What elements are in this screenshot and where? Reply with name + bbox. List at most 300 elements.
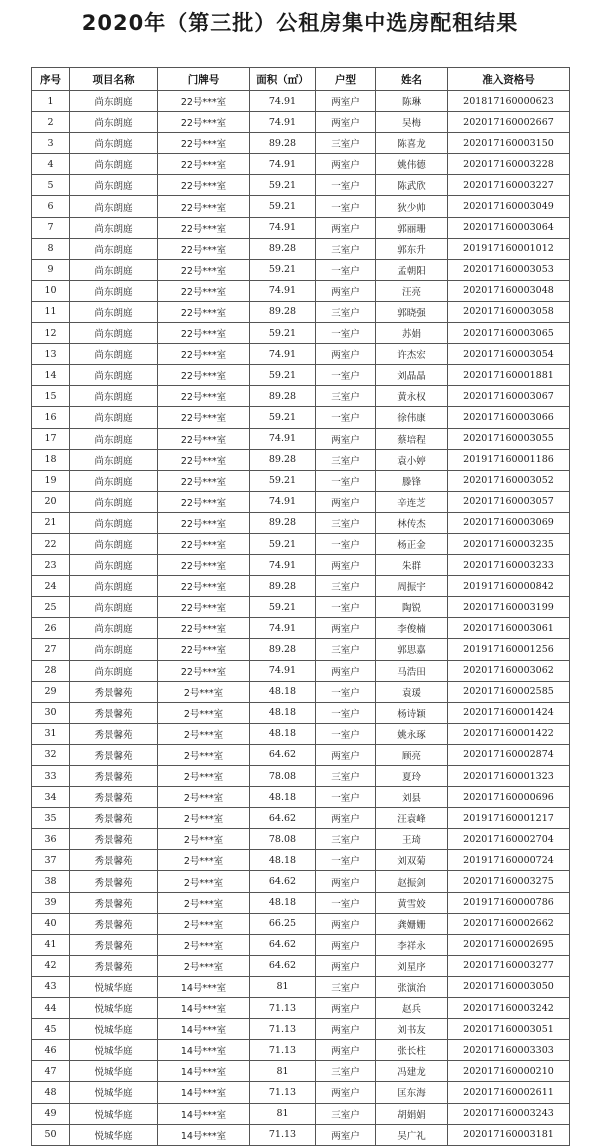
unit-number-cell: 22号***室 [158,259,250,280]
qualification-number-cell: 201917160001186 [448,449,570,470]
area-cell: 74.91 [250,660,316,681]
area-cell: 48.18 [250,702,316,723]
name-cell: 黄永权 [376,386,448,407]
header-qualification-number: 准入资格号 [448,68,570,91]
name-cell: 林传杰 [376,512,448,533]
unit-type-cell: 两室户 [316,998,376,1019]
serial-number-cell: 16 [32,407,70,428]
unit-number-cell: 22号***室 [158,365,250,386]
table-row [32,512,570,533]
serial-number-cell: 29 [32,681,70,702]
unit-number-cell: 22号***室 [158,238,250,259]
area-cell: 59.21 [250,470,316,491]
serial-number-cell: 4 [32,154,70,175]
qualification-number-cell: 202017160001422 [448,723,570,744]
area-cell: 89.28 [250,238,316,259]
project-name-cell: 尚东朗庭 [70,660,158,681]
unit-type-cell: 三室户 [316,512,376,533]
area-cell: 59.21 [250,533,316,554]
table-row [32,744,570,765]
area-cell: 74.91 [250,428,316,449]
qualification-number-cell: 202017160003069 [448,512,570,533]
serial-number-cell: 33 [32,766,70,787]
name-cell: 龚姗姗 [376,913,448,934]
table-row [32,175,570,196]
qualification-number-cell: 202017160003052 [448,470,570,491]
name-cell: 滕锋 [376,470,448,491]
table-row [32,449,570,470]
qualification-number-cell: 202017160003051 [448,1019,570,1040]
unit-number-cell: 2号***室 [158,850,250,871]
unit-number-cell: 22号***室 [158,175,250,196]
serial-number-cell: 5 [32,175,70,196]
area-cell: 89.28 [250,449,316,470]
unit-number-cell: 22号***室 [158,280,250,301]
serial-number-cell: 11 [32,301,70,322]
area-cell: 89.28 [250,639,316,660]
name-cell: 袁小婷 [376,449,448,470]
unit-type-cell: 一室户 [316,850,376,871]
qualification-number-cell: 202017160003054 [448,344,570,365]
area-cell: 71.13 [250,998,316,1019]
name-cell: 许杰宏 [376,344,448,365]
table-row [32,955,570,976]
table-row [32,280,570,301]
unit-number-cell: 14号***室 [158,976,250,997]
name-cell: 姚永琢 [376,723,448,744]
unit-type-cell: 一室户 [316,259,376,280]
unit-number-cell: 22号***室 [158,618,250,639]
unit-number-cell: 2号***室 [158,808,250,829]
unit-type-cell: 三室户 [316,829,376,850]
unit-type-cell: 一室户 [316,702,376,723]
project-name-cell: 尚东朗庭 [70,217,158,238]
serial-number-cell: 24 [32,576,70,597]
project-name-cell: 尚东朗庭 [70,365,158,386]
unit-number-cell: 22号***室 [158,597,250,618]
table-row [32,428,570,449]
header-area: 面积（㎡） [250,68,316,91]
qualification-number-cell: 202017160003150 [448,133,570,154]
area-cell: 59.21 [250,407,316,428]
qualification-number-cell: 202017160002662 [448,913,570,934]
unit-number-cell: 22号***室 [158,576,250,597]
area-cell: 64.62 [250,934,316,955]
area-cell: 74.91 [250,280,316,301]
project-name-cell: 尚东朗庭 [70,449,158,470]
serial-number-cell: 2 [32,112,70,133]
area-cell: 74.91 [250,618,316,639]
unit-number-cell: 14号***室 [158,1082,250,1103]
table-row [32,1040,570,1061]
table-row [32,196,570,217]
unit-type-cell: 一室户 [316,597,376,618]
serial-number-cell: 22 [32,533,70,554]
unit-type-cell: 两室户 [316,934,376,955]
name-cell: 周振宇 [376,576,448,597]
name-cell: 刘书友 [376,1019,448,1040]
qualification-number-cell: 201817160000623 [448,91,570,112]
qualification-number-cell: 202017160003303 [448,1040,570,1061]
name-cell: 郭晓强 [376,301,448,322]
area-cell: 89.28 [250,512,316,533]
area-cell: 89.28 [250,386,316,407]
unit-type-cell: 三室户 [316,301,376,322]
name-cell: 孟朝阳 [376,259,448,280]
unit-number-cell: 14号***室 [158,1061,250,1082]
project-name-cell: 尚东朗庭 [70,175,158,196]
project-name-cell: 悦城华庭 [70,1103,158,1124]
area-cell: 48.18 [250,850,316,871]
unit-type-cell: 一室户 [316,323,376,344]
qualification-number-cell: 202017160003181 [448,1124,570,1145]
qualification-number-cell: 202017160003242 [448,998,570,1019]
area-cell: 66.25 [250,913,316,934]
serial-number-cell: 47 [32,1061,70,1082]
name-cell: 徐伟康 [376,407,448,428]
project-name-cell: 悦城华庭 [70,1124,158,1145]
name-cell: 狄少帅 [376,196,448,217]
unit-number-cell: 22号***室 [158,323,250,344]
serial-number-cell: 38 [32,871,70,892]
area-cell: 81 [250,976,316,997]
serial-number-cell: 3 [32,133,70,154]
serial-number-cell: 6 [32,196,70,217]
project-name-cell: 尚东朗庭 [70,576,158,597]
unit-type-cell: 一室户 [316,533,376,554]
table-body [32,91,570,1146]
area-cell: 64.62 [250,871,316,892]
project-name-cell: 秀景馨苑 [70,702,158,723]
area-cell: 48.18 [250,723,316,744]
qualification-number-cell: 202017160002704 [448,829,570,850]
table-row [32,681,570,702]
table-row [32,913,570,934]
name-cell: 马浩田 [376,660,448,681]
project-name-cell: 尚东朗庭 [70,91,158,112]
table-header-row [32,68,570,91]
project-name-cell: 尚东朗庭 [70,238,158,259]
unit-type-cell: 三室户 [316,639,376,660]
area-cell: 74.91 [250,491,316,512]
project-name-cell: 秀景馨苑 [70,787,158,808]
name-cell: 汪亮 [376,280,448,301]
unit-type-cell: 三室户 [316,238,376,259]
serial-number-cell: 32 [32,744,70,765]
area-cell: 71.13 [250,1040,316,1061]
area-cell: 48.18 [250,892,316,913]
qualification-number-cell: 202017160003048 [448,280,570,301]
name-cell: 张演治 [376,976,448,997]
qualification-number-cell: 202017160000696 [448,787,570,808]
serial-number-cell: 42 [32,955,70,976]
serial-number-cell: 37 [32,850,70,871]
qualification-number-cell: 202017160003199 [448,597,570,618]
unit-number-cell: 22号***室 [158,555,250,576]
serial-number-cell: 19 [32,470,70,491]
unit-number-cell: 22号***室 [158,533,250,554]
name-cell: 匡东海 [376,1082,448,1103]
area-cell: 74.91 [250,344,316,365]
table-row [32,555,570,576]
qualification-number-cell: 201917160001256 [448,639,570,660]
area-cell: 81 [250,1061,316,1082]
name-cell: 姚伟德 [376,154,448,175]
area-cell: 74.91 [250,112,316,133]
area-cell: 71.13 [250,1019,316,1040]
table-row [32,344,570,365]
project-name-cell: 秀景馨苑 [70,871,158,892]
name-cell: 郭思嘉 [376,639,448,660]
name-cell: 胡娟娟 [376,1103,448,1124]
project-name-cell: 秀景馨苑 [70,829,158,850]
qualification-number-cell: 202017160003066 [448,407,570,428]
project-name-cell: 尚东朗庭 [70,386,158,407]
unit-type-cell: 两室户 [316,491,376,512]
name-cell: 陈琳 [376,91,448,112]
table-row [32,323,570,344]
project-name-cell: 尚东朗庭 [70,491,158,512]
table-row [32,576,570,597]
unit-type-cell: 两室户 [316,1040,376,1061]
table-row [32,91,570,112]
unit-type-cell: 两室户 [316,344,376,365]
name-cell: 陶锐 [376,597,448,618]
unit-number-cell: 2号***室 [158,723,250,744]
unit-type-cell: 三室户 [316,1061,376,1082]
project-name-cell: 悦城华庭 [70,1040,158,1061]
name-cell: 汪袁峰 [376,808,448,829]
table-row [32,1082,570,1103]
project-name-cell: 秀景馨苑 [70,681,158,702]
project-name-cell: 尚东朗庭 [70,597,158,618]
project-name-cell: 悦城华庭 [70,1019,158,1040]
name-cell: 陈喜龙 [376,133,448,154]
serial-number-cell: 1 [32,91,70,112]
project-name-cell: 尚东朗庭 [70,512,158,533]
unit-number-cell: 14号***室 [158,1124,250,1145]
project-name-cell: 尚东朗庭 [70,280,158,301]
project-name-cell: 悦城华庭 [70,976,158,997]
table-row [32,829,570,850]
area-cell: 89.28 [250,133,316,154]
project-name-cell: 尚东朗庭 [70,555,158,576]
qualification-number-cell: 202017160000210 [448,1061,570,1082]
area-cell: 48.18 [250,787,316,808]
project-name-cell: 秀景馨苑 [70,723,158,744]
serial-number-cell: 18 [32,449,70,470]
project-name-cell: 尚东朗庭 [70,407,158,428]
area-cell: 89.28 [250,301,316,322]
unit-type-cell: 三室户 [316,1103,376,1124]
unit-type-cell: 一室户 [316,407,376,428]
unit-type-cell: 两室户 [316,660,376,681]
unit-number-cell: 2号***室 [158,787,250,808]
serial-number-cell: 7 [32,217,70,238]
qualification-number-cell: 202017160002611 [448,1082,570,1103]
serial-number-cell: 50 [32,1124,70,1145]
unit-type-cell: 一室户 [316,892,376,913]
serial-number-cell: 21 [32,512,70,533]
unit-number-cell: 22号***室 [158,344,250,365]
name-cell: 郭东升 [376,238,448,259]
table-row [32,850,570,871]
name-cell: 王琦 [376,829,448,850]
qualification-number-cell: 202017160002874 [448,744,570,765]
table-row [32,1019,570,1040]
area-cell: 81 [250,1103,316,1124]
table-row [32,597,570,618]
serial-number-cell: 41 [32,934,70,955]
serial-number-cell: 26 [32,618,70,639]
serial-number-cell: 8 [32,238,70,259]
unit-type-cell: 两室户 [316,913,376,934]
project-name-cell: 尚东朗庭 [70,470,158,491]
unit-type-cell: 三室户 [316,133,376,154]
project-name-cell: 尚东朗庭 [70,259,158,280]
unit-type-cell: 三室户 [316,976,376,997]
serial-number-cell: 39 [32,892,70,913]
unit-type-cell: 两室户 [316,955,376,976]
header-project-name: 项目名称 [70,68,158,91]
unit-number-cell: 2号***室 [158,702,250,723]
qualification-number-cell: 202017160003050 [448,976,570,997]
serial-number-cell: 25 [32,597,70,618]
project-name-cell: 秀景馨苑 [70,808,158,829]
name-cell: 冯建龙 [376,1061,448,1082]
area-cell: 59.21 [250,365,316,386]
area-cell: 74.91 [250,154,316,175]
unit-number-cell: 2号***室 [158,934,250,955]
project-name-cell: 悦城华庭 [70,1061,158,1082]
table-row [32,702,570,723]
name-cell: 吴梅 [376,112,448,133]
unit-number-cell: 22号***室 [158,449,250,470]
area-cell: 59.21 [250,597,316,618]
unit-type-cell: 三室户 [316,576,376,597]
unit-number-cell: 22号***室 [158,639,250,660]
unit-type-cell: 一室户 [316,175,376,196]
unit-number-cell: 2号***室 [158,766,250,787]
serial-number-cell: 27 [32,639,70,660]
table-row [32,365,570,386]
area-cell: 48.18 [250,681,316,702]
page-title: 2020年（第三批）公租房集中选房配租结果 [81,11,519,35]
project-name-cell: 尚东朗庭 [70,133,158,154]
name-cell: 朱群 [376,555,448,576]
header-name: 姓名 [376,68,448,91]
serial-number-cell: 34 [32,787,70,808]
table-row [32,301,570,322]
table-row [32,217,570,238]
unit-type-cell: 两室户 [316,280,376,301]
table-row [32,808,570,829]
name-cell: 赵振剑 [376,871,448,892]
area-cell: 71.13 [250,1082,316,1103]
unit-type-cell: 一室户 [316,365,376,386]
serial-number-cell: 23 [32,555,70,576]
unit-type-cell: 两室户 [316,1124,376,1145]
table-row [32,154,570,175]
qualification-number-cell: 202017160001881 [448,365,570,386]
unit-number-cell: 2号***室 [158,681,250,702]
unit-type-cell: 两室户 [316,744,376,765]
unit-number-cell: 22号***室 [158,512,250,533]
project-name-cell: 尚东朗庭 [70,323,158,344]
qualification-number-cell: 202017160003228 [448,154,570,175]
qualification-number-cell: 202017160003275 [448,871,570,892]
unit-number-cell: 22号***室 [158,470,250,491]
unit-type-cell: 两室户 [316,1019,376,1040]
unit-type-cell: 两室户 [316,618,376,639]
serial-number-cell: 14 [32,365,70,386]
unit-number-cell: 22号***室 [158,386,250,407]
name-cell: 陈武欣 [376,175,448,196]
qualification-number-cell: 202017160003058 [448,301,570,322]
unit-number-cell: 2号***室 [158,871,250,892]
table-row [32,238,570,259]
project-name-cell: 尚东朗庭 [70,428,158,449]
project-name-cell: 秀景馨苑 [70,913,158,934]
name-cell: 刘双菊 [376,850,448,871]
project-name-cell: 秀景馨苑 [70,955,158,976]
table-row [32,491,570,512]
project-name-cell: 尚东朗庭 [70,618,158,639]
project-name-cell: 秀景馨苑 [70,892,158,913]
serial-number-cell: 40 [32,913,70,934]
unit-type-cell: 一室户 [316,470,376,491]
serial-number-cell: 30 [32,702,70,723]
table-row [32,766,570,787]
qualification-number-cell: 202017160003065 [448,323,570,344]
table-row [32,660,570,681]
serial-number-cell: 35 [32,808,70,829]
table-row [32,639,570,660]
area-cell: 59.21 [250,259,316,280]
name-cell: 吴广礼 [376,1124,448,1145]
unit-number-cell: 14号***室 [158,1040,250,1061]
name-cell: 张长柱 [376,1040,448,1061]
project-name-cell: 秀景馨苑 [70,766,158,787]
project-name-cell: 尚东朗庭 [70,344,158,365]
serial-number-cell: 28 [32,660,70,681]
table-row [32,998,570,1019]
qualification-number-cell: 202017160003057 [448,491,570,512]
allocation-results-table [31,67,570,1146]
area-cell: 74.91 [250,555,316,576]
qualification-number-cell: 201917160000842 [448,576,570,597]
serial-number-cell: 9 [32,259,70,280]
table-row [32,723,570,744]
qualification-number-cell: 202017160003235 [448,533,570,554]
table-row [32,133,570,154]
unit-number-cell: 22号***室 [158,217,250,238]
unit-number-cell: 14号***室 [158,1103,250,1124]
qualification-number-cell: 202017160001323 [448,766,570,787]
qualification-number-cell: 202017160003053 [448,259,570,280]
project-name-cell: 秀景馨苑 [70,744,158,765]
qualification-number-cell: 202017160003064 [448,217,570,238]
unit-type-cell: 一室户 [316,787,376,808]
unit-number-cell: 22号***室 [158,112,250,133]
unit-number-cell: 22号***室 [158,91,250,112]
header-serial-number: 序号 [32,68,70,91]
qualification-number-cell: 201917160000786 [448,892,570,913]
project-name-cell: 尚东朗庭 [70,196,158,217]
area-cell: 59.21 [250,323,316,344]
unit-type-cell: 两室户 [316,154,376,175]
table-row [32,787,570,808]
